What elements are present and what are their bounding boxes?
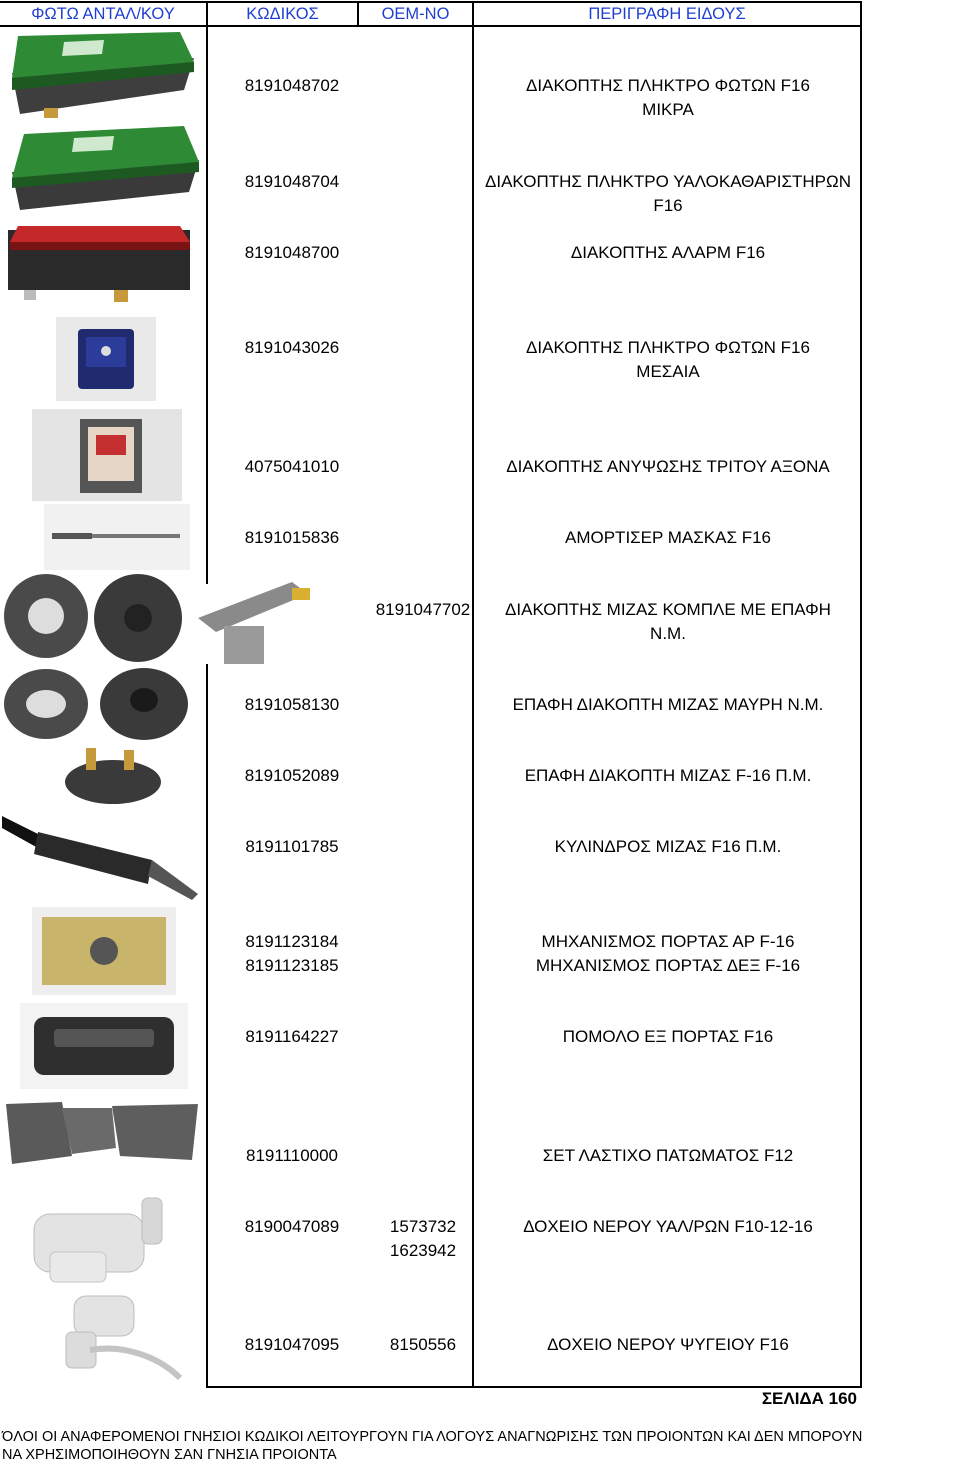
- header-code: ΚΩΔΙΚΟΣ: [246, 5, 319, 23]
- item-description: ΣΕΤ ΛΑΣΤΙΧΟ ΠΑΤΩΜΑΤΟΣ F12: [542, 1146, 794, 1165]
- ignition-switch-set-photo: [2, 574, 342, 666]
- item-oem-number: 8150556: [389, 1335, 457, 1354]
- item-code: 8191048702: [244, 76, 340, 95]
- header-bottom-rule: [0, 25, 862, 27]
- item-code: 8191047095: [244, 1335, 340, 1354]
- item-code: 8191058130: [244, 695, 340, 714]
- rubber-floor-mats-photo: [2, 1098, 202, 1170]
- item-code: 8191048704: [244, 172, 340, 191]
- green-rocker-switch-photo: [4, 28, 202, 128]
- item-description: ΔΙΑΚΟΠΤΗΣ ΑΛΑΡΜ F16: [570, 243, 766, 262]
- header-description: ΠΕΡΙΓΡΑΦΗ ΕΙΔΟΥΣ: [588, 5, 746, 23]
- item-code: 8191101785: [245, 837, 339, 856]
- grey-square-switch-photo: [32, 409, 182, 501]
- page-number: ΣΕΛΙΔΑ 160: [761, 1389, 857, 1408]
- item-code: 8191043026: [244, 338, 340, 357]
- column-divider-photo: [206, 1, 208, 1388]
- item-description: ΕΠΑΦΗ ΔΙΑΚΟΠΤΗ ΜΙΖΑΣ F-16 Π.Μ.: [524, 766, 812, 785]
- ignition-cylinder-photo: [2, 810, 200, 902]
- gas-strut-photo: [44, 504, 190, 570]
- item-code: 8191164227: [245, 1027, 339, 1046]
- footer-disclaimer-line-2: ΝΑ ΧΡΗΣΙΜΟΠΟΙΗΘΟΥΝ ΣΑΝ ΓΝΗΣΙΑ ΠΡΟΙΟΝΤΑ: [2, 1447, 337, 1463]
- item-code: 8190047089: [244, 1217, 340, 1236]
- door-handle-photo: [20, 1003, 188, 1089]
- item-description: ΚΥΛΙΝΔΡΟΣ ΜΙΖΑΣ F16 Π.Μ.: [554, 837, 782, 856]
- item-description: ΕΠΑΦΗ ΔΙΑΚΟΠΤΗ ΜΙΖΑΣ ΜΑΥΡΗ Ν.Μ.: [512, 695, 824, 714]
- header-photo: ΦΩΤΩ ΑΝΤΑΛ/ΚΟΥ: [31, 5, 175, 23]
- item-description: ΔΙΑΚΟΠΤΗΣ ΑΝΥΨΩΣΗΣ ΤΡΙΤΟΥ ΑΞΟΝΑ: [506, 457, 830, 476]
- item-description: ΑΜΟΡΤΙΣΕΡ ΜΑΣΚΑΣ F16: [565, 528, 771, 547]
- green-rocker-switch-photo: [4, 122, 202, 214]
- item-oem-number: 8191047702: [375, 600, 471, 619]
- item-description: ΔΙΑΚΟΠΤΗΣ ΠΛΗΚΤΡΟ ΦΩΤΩΝ F16 ΜΕΣΑΙΑ: [526, 338, 810, 381]
- item-description: ΠΟΜΟΛΟ ΕΞ ΠΟΡΤΑΣ F16: [562, 1027, 774, 1046]
- item-code: 8191110000: [245, 1146, 339, 1165]
- item-description: ΜΗΧΑΝΙΣΜΟΣ ΠΟΡΤΑΣ ΑΡ F-16 ΜΗΧΑΝΙΣΜΟΣ ΠΟΡΤΑΣ ΔΕΞ F-16: [535, 932, 801, 975]
- column-divider-oem: [472, 1, 474, 1388]
- item-code: 8191015836: [244, 528, 340, 547]
- item-description: ΔΙΑΚΟΠΤΗΣ ΠΛΗΚΤΡΟ ΦΩΤΩΝ F16 ΜΙΚΡΑ: [526, 76, 810, 119]
- header-oem: OEM-NO: [381, 5, 450, 23]
- item-description: ΔΙΑΚΟΠΤΗΣ ΜΙΖΑΣ ΚΟΜΠΛΕ ΜΕ ΕΠΑΦΗ Ν.Μ.: [505, 600, 831, 643]
- red-rocker-switch-photo: [4, 220, 202, 310]
- item-code: 8191048700: [244, 243, 340, 262]
- ignition-contacts-photo: [2, 668, 206, 742]
- item-description: ΔΙΑΚΟΠΤΗΣ ΠΛΗΚΤΡΟ ΥΑΛΟΚΑΘΑΡΙΣΤΗΡΩΝ F16: [484, 172, 851, 215]
- table-right-border: [860, 1, 862, 1388]
- item-code: 8191052089: [244, 766, 340, 785]
- washer-tank-photo: [24, 1192, 184, 1286]
- ignition-contact-old-photo: [58, 742, 168, 808]
- door-lock-mechanism-photo: [32, 907, 176, 995]
- coolant-tank-photo: [30, 1288, 190, 1384]
- item-description: ΔΟΧΕΙΟ ΝΕΡΟΥ ΥΑΛ/ΡΩΝ F10-12-16: [523, 1217, 813, 1236]
- item-oem-number: 1573732 1623942: [389, 1217, 457, 1260]
- item-code: 8191123184 8191123185: [245, 932, 339, 975]
- blue-square-switch-photo: [56, 317, 156, 401]
- item-code: 4075041010: [244, 457, 340, 476]
- item-description: ΔΟΧΕΙΟ ΝΕΡΟΥ ΨΥΓΕΙΟΥ F16: [547, 1335, 789, 1354]
- table-bottom-rule: [206, 1386, 862, 1388]
- footer-disclaimer-line-1: ΌΛΟΙ ΟΙ ΑΝΑΦΕΡΟΜΕΝΟΙ ΓΝΗΣΙΟΙ ΚΩΔΙΚΟΙ ΛΕΙΤΟΥΡΓΟΥΝ ΓΙΑ ΛΟΓΟΥΣ ΑΝΑΓΝΩΡΙΣΗΣ ΤΩΝ ΠΡΟΙΟΝΤΩΝ ΚΑΙ ΔΕΝ ΜΠΟΡΟΥΝ: [2, 1429, 863, 1445]
